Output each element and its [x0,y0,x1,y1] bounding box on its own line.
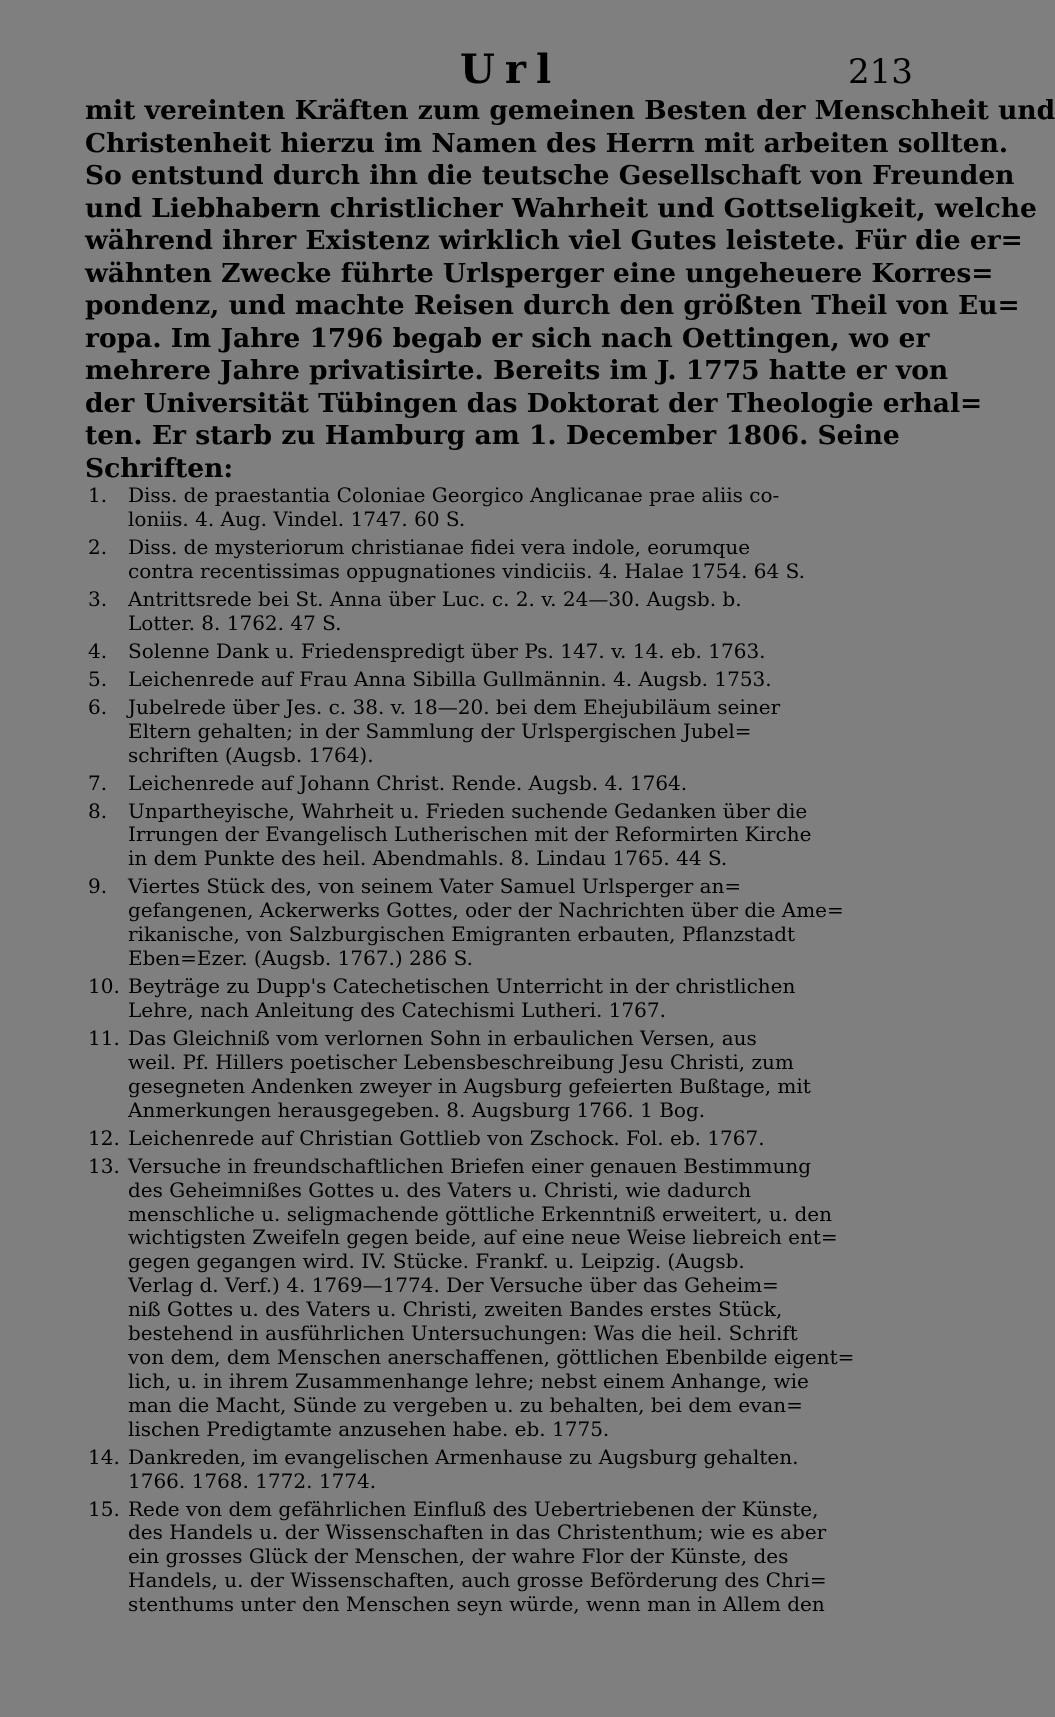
entry-number: 8. [88,798,108,823]
running-head: Url [460,46,562,93]
entry-line: Antrittsrede bei St. Anna über Luc. c. 2. v. 24—30. Augsb. b. [128,586,742,611]
entry-line: Anmerkungen herausgegeben. 8. Augsburg 1766. 1 Bog. [128,1097,706,1122]
intro-line: Schriften: [85,452,234,484]
entry-line: Beyträge zu Dupp's Catechetischen Unterricht in der christlichen [128,974,796,999]
entry-line: ein grosses Glück der Menschen, der wahre Flor der Künste, des [128,1544,789,1569]
entry-line: 1766. 1768. 1772. 1774. [128,1468,377,1493]
entry-line: rikanische, von Salzburgischen Emigranten erbauten, Pflanzstadt [128,922,796,947]
entry-line: Solenne Dank u. Friedenspredigt über Ps. 147. v. 14. eb. 1763. [128,638,766,663]
entry-line: lischen Predigtamte anzusehen habe. eb. 1775. [128,1416,610,1441]
list-item [88,1027,908,1123]
entry-number: 3. [88,586,108,611]
entry-line: Irrungen der Evangelisch Lutherischen mit der Reformirten Kirche [128,822,812,847]
entry-line: Das Gleichniß vom verlornen Sohn in erbaulichen Versen, aus [128,1025,757,1050]
entry-number: 14. [88,1444,120,1469]
entry-line: gesegneten Andenken zweyer in Augsburg gefeierten Bußtage, mit [128,1073,811,1098]
entry-line: Leichenrede auf Christian Gottlieb von Zschock. Fol. eb. 1767. [128,1125,765,1150]
entry-number: 12. [88,1125,120,1150]
entry-number: 9. [88,874,108,899]
entry-number: 4. [88,638,108,663]
list-item [88,696,908,768]
entry-line: stenthums unter den Menschen seyn würde, wenn man in Allem den [128,1592,825,1617]
works-list [88,484,908,1621]
entry-number: 5. [88,666,108,691]
entry-line: Diss. de mysteriorum christianae fidei vera indole, eorumque [128,534,751,559]
entry-line: gegen gegangen wird. IV. Stücke. Frankf. u. Leipzig. (Augsb. [128,1249,745,1274]
entry-line: gefangenen, Ackerwerks Gottes, oder der Nachrichten über die Ame= [128,898,844,923]
intro-line: während ihrer Existenz wirklich viel Gutes leistete. Für die er= [85,225,1023,256]
intro-line: wähnten Zwecke führte Urlsperger eine ungeheuere Korres= [85,257,994,289]
entry-line: man die Macht, Sünde zu vergeben u. zu behalten, bei dem evan= [128,1392,803,1417]
entry-line: Lotter. 8. 1762. 47 S. [128,610,342,635]
entry-number: 13. [88,1153,120,1178]
entry-line: lich, u. in ihrem Zusammenhange lehre; nebst einem Anhange, wie [128,1368,809,1393]
entry-line: Dankreden, im evangelischen Armenhause zu Augsburg gehalten. [128,1444,799,1469]
list-item [88,484,908,532]
entry-line: loniis. 4. Aug. Vindel. 1747. 60 S. [128,506,466,531]
entry-line: Verlag d. Verf.) 4. 1769—1774. Der Versuche über das Geheim= [128,1273,779,1298]
entry-line: Jubelrede über Jes. c. 38. v. 18—20. bei dem Ehejubiläum seiner [128,694,781,719]
entry-line: schriften (Augsb. 1764). [128,742,374,767]
entry-line: Eben=Ezer. (Augsb. 1767.) 286 S. [128,946,473,971]
entry-number: 1. [88,483,108,507]
list-item [88,772,908,796]
entry-line: wichtigsten Zweifeln gegen beide, auf eine neue Weise liebreich ent= [128,1225,838,1250]
entry-number: 10. [88,974,120,999]
list-item [88,588,908,636]
list-item [88,1127,908,1151]
list-item [88,668,908,692]
entry-line: Rede von dem gefährlichen Einfluß des Uebertriebenen der Künste, [128,1496,819,1521]
entry-line: contra recentissimas oppugnationes vindiciis. 4. Halae 1754. 64 S. [128,558,805,583]
list-item [88,536,908,584]
entry-number: 15. [88,1496,120,1521]
entry-line: Unpartheyische, Wahrheit u. Frieden suchende Gedanken über die [128,798,808,823]
intro-paragraph [85,95,1055,485]
list-item [88,1498,908,1618]
list-item [88,1155,908,1442]
entry-line: bestehend in ausführlichen Untersuchungen: Was die heil. Schrift [128,1321,798,1346]
intro-line: ropa. Im Jahre 1796 begab er sich nach Oettingen, wo er [85,322,930,354]
list-item [88,975,908,1023]
entry-line: Handels, u. der Wissenschaften, auch grosse Beförderung des Chri= [128,1568,827,1593]
intro-line: und Liebhabern christlicher Wahrheit und Gottseligkeit, welche [85,192,1037,224]
page-header [0,46,1000,96]
entry-number: 11. [88,1025,120,1050]
entry-line: weil. Pf. Hillers poetischer Lebensbeschreibung Jesu Christi, zum [128,1049,794,1074]
entry-line: menschliche u. seligmachende göttliche Erkenntniß erweitert, u. den [128,1201,833,1226]
entry-line: des Geheimnißes Gottes u. des Vaters u. Christi, wie dadurch [128,1177,752,1202]
intro-line: der Universität Tübingen das Doktorat der Theologie erhal= [85,387,983,419]
list-item [88,1446,908,1494]
intro-line: ten. Er starb zu Hamburg am 1. December 1806. Seine [85,420,900,451]
page-number: 213 [848,52,913,92]
list-item [88,875,908,971]
entry-line: Eltern gehalten; in der Sammlung der Urlspergischen Jubel= [128,718,752,743]
intro-line: Christenheit hierzu im Namen des Herrn mit arbeiten sollten. [85,127,1009,159]
entry-line: von dem, dem Menschen anerschaffenen, göttlichen Ebenbilde eigent= [128,1344,855,1369]
entry-line: Leichenrede auf Johann Christ. Rende. Augsb. 4. 1764. [128,770,688,795]
entry-line: Versuche in freundschaftlichen Briefen einer genauen Bestimmung [128,1153,812,1178]
entry-line: Diss. de praestantia Coloniae Georgico Anglicanae prae aliis co- [128,483,780,507]
intro-line: pondenz, und machte Reisen durch den größten Theil von Eu= [85,290,1020,321]
entry-number: 7. [88,770,108,795]
entry-line: niß Gottes u. des Vaters u. Christi, zweiten Bandes erstes Stück, [128,1297,783,1322]
entry-line: Viertes Stück des, von seinem Vater Samuel Urlsperger an= [128,874,742,899]
entry-number: 6. [88,694,108,719]
entry-number: 2. [88,534,108,559]
list-item [88,640,908,664]
intro-line: mehrere Jahre privatisirte. Bereits im J. 1775 hatte er von [85,355,949,386]
entry-line: des Handels u. der Wissenschaften in das Christenthum; wie es aber [128,1520,827,1545]
intro-line: So entstund durch ihn die teutsche Gesellschaft von Freunden [85,160,1015,191]
entry-line: in dem Punkte des heil. Abendmahls. 8. Lindau 1765. 44 S. [128,846,728,871]
entry-line: Lehre, nach Anleitung des Catechismi Lutheri. 1767. [128,997,666,1022]
intro-line: mit vereinten Kräften zum gemeinen Besten der Menschheit und [85,95,1055,126]
list-item [88,800,908,872]
entry-line: Leichenrede auf Frau Anna Sibilla Gullmännin. 4. Augsb. 1753. [128,666,772,691]
